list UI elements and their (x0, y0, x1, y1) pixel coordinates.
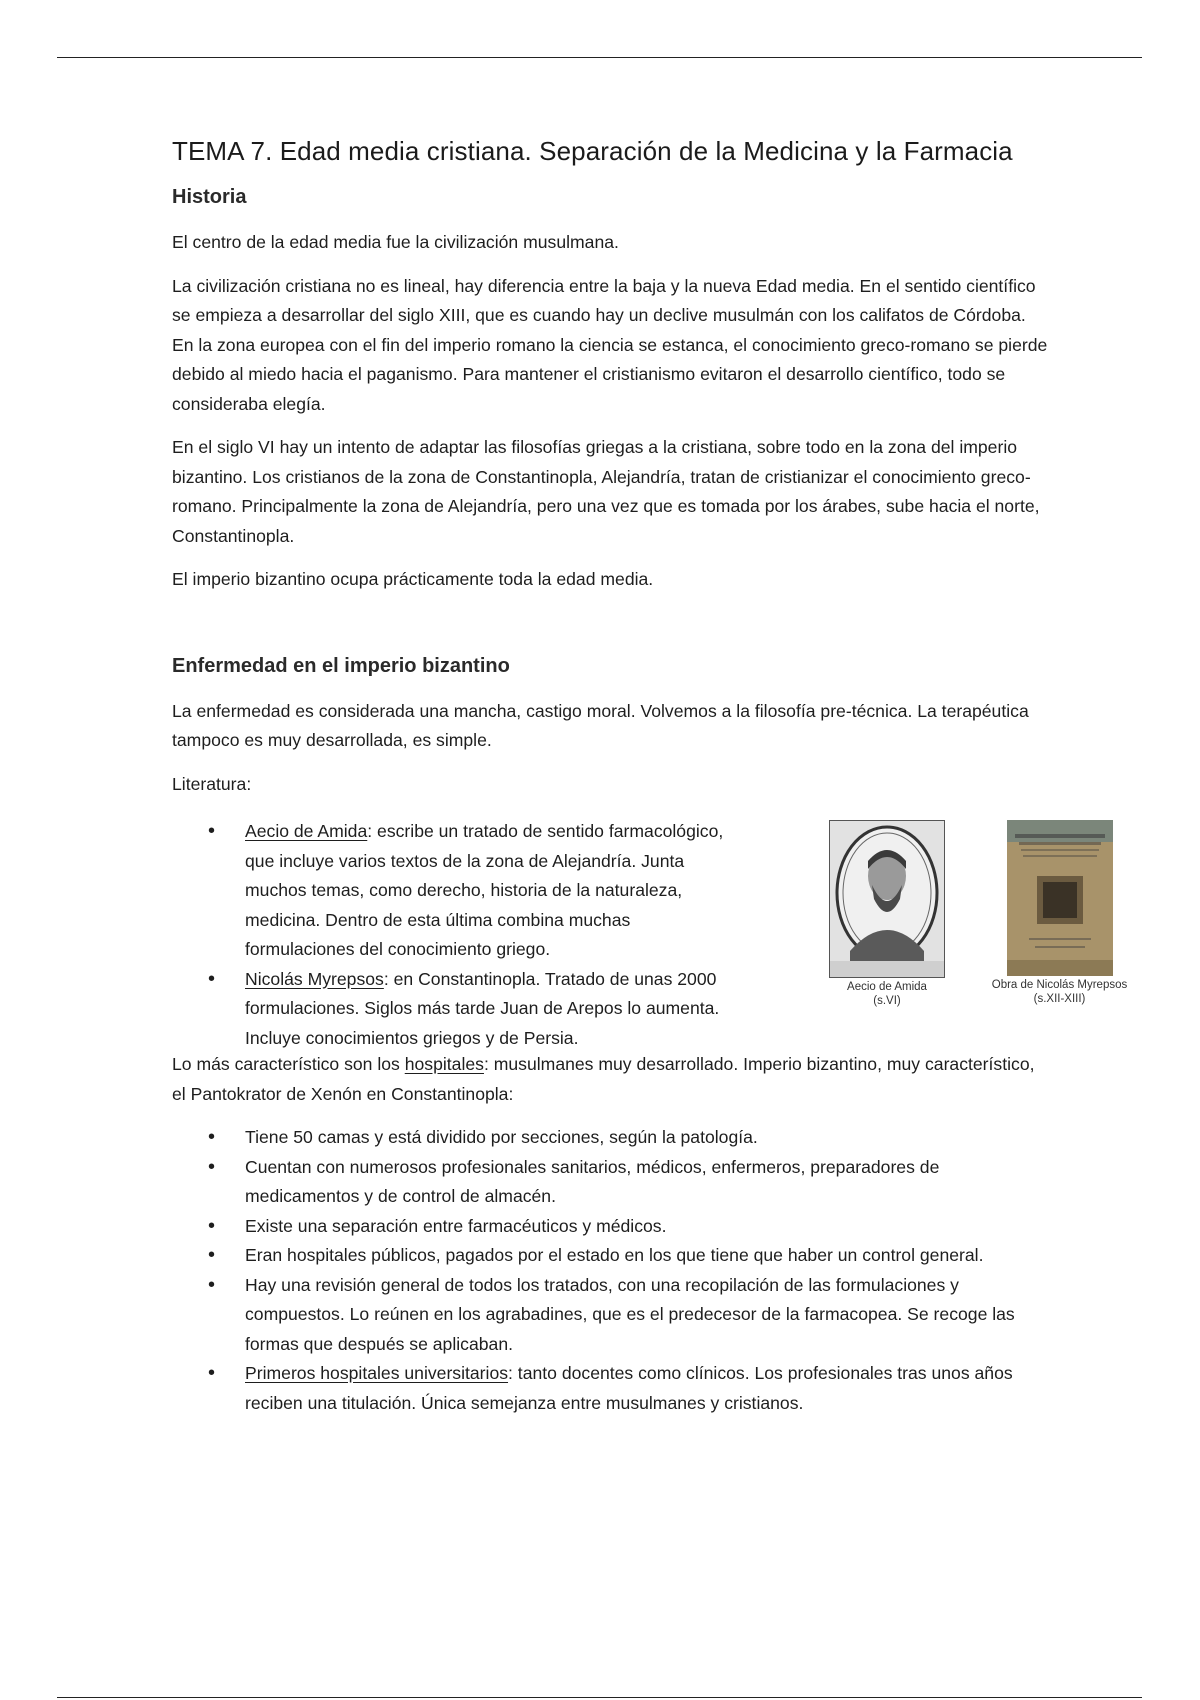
figure-caption: Aecio de Amida (s.VI) (847, 981, 927, 1007)
hospitals-paragraph: Lo más característico son los hospitales: musulmanes muy desarrollado. Imperio bizantino, muy característico, el Pantokrator de Xenón en Constantinopla: (172, 1054, 1035, 1104)
hospitales-link: hospitales (404, 1054, 484, 1074)
hospital-list (172, 1123, 1052, 1418)
list-item-text: : en Constantinopla. Tratado de unas 2000 formulaciones. Siglos más tarde Juan de Arepos lo aumenta. Incluye conocimientos griegos y de Persia. (245, 968, 720, 1048)
section-heading-enfermedad: Enfermedad en el imperio bizantino (172, 654, 510, 677)
paragraph: La civilización cristiana no es lineal, hay diferencia entre la baja y la nueva Edad media. En el sentido científico se empieza a desarrollar del siglo XIII, que es cuando hay un declive musulmán con los califatos de Córdoba. En la zona europea con el fin del imperio romano la ciencia se estanca, el conocimiento greco-romano se pierde debido al miedo hacia el paganismo. Para mantener el cristianismo evitaron el desarrollo científico, todo se consideraba elegía. (172, 275, 1048, 414)
page-content (172, 136, 1128, 1418)
author-link-aecio: Aecio de Amida (245, 821, 368, 841)
literature-list (172, 813, 732, 1053)
book-image (1007, 820, 1113, 976)
list-item: • Eran hospitales públicos, pagados por el estado en los que tiene que haber un control general. (172, 1241, 1052, 1271)
figure-myrepsos (972, 820, 1147, 1006)
page-title: TEMA 7. Edad media cristiana. Separación de la Medicina y la Farmacia (172, 136, 1013, 166)
list-item (172, 817, 732, 965)
author-link-nicolas: Nicolás Myrepsos (245, 968, 384, 989)
list-item: • Existe una separación entre farmacéuticos y médicos. (172, 1212, 1052, 1242)
bottom-rule (57, 1697, 1142, 1698)
paragraph: En el siglo VI hay un intento de adaptar las filosofías griegas a la cristiana, sobre todo en la zona del imperio bizantino. Los cristianos de la zona de Constantinopla, Alejandría, tratan de cristianizar el conocimiento greco-romano. Principalmente la zona de Alejandría, pero una vez que es tomada por los árabes, sube hacia el norte, Constantinopla. (172, 437, 1040, 546)
paragraph: El imperio bizantino ocupa prácticamente toda la edad media. (172, 569, 654, 589)
literature-block (172, 813, 1128, 1050)
figure-aecio (812, 820, 962, 1008)
section-heading-historia: Historia (172, 186, 247, 208)
top-rule (57, 57, 1142, 58)
paragraph: La enfermedad es considerada una mancha, castigo moral. Volvemos a la filosofía pre-técnica. La terapéutica tampoco es muy desarrollada, es simple. (172, 700, 1029, 750)
figure-caption: Obra de Nicolás Myrepsos (s.XII-XIII) (991, 979, 1128, 1005)
list-item: • Tiene 50 camas y está dividido por secciones, según la patología. (172, 1123, 1052, 1153)
list-item (172, 965, 732, 1054)
literatura-label: Literatura: (172, 773, 252, 794)
paragraph: El centro de la edad media fue la civilización musulmana. (172, 232, 619, 252)
list-item: • Cuentan con numerosos profesionales sanitarios, médicos, enfermeros, preparadores de medicamentos y de control de almacén. (172, 1153, 1052, 1212)
portrait-image (829, 820, 945, 978)
list-item: • Primeros hospitales universitarios: tanto docentes como clínicos. Los profesionales tras unos años reciben una titulación. Única semejanza entre musulmanes y cristianos. (172, 1359, 1052, 1418)
universitarios-link: Primeros hospitales universitarios (245, 1363, 509, 1383)
list-item-text: : escribe un tratado de sentido farmacológico, que incluye varios textos de la zona de Alejandría. Junta muchos temas, como derecho, historia de la naturaleza, medicina. Dentro de esta última combina muchas formulaciones del conocimiento griego. (245, 821, 724, 959)
list-item: • Hay una revisión general de todos los tratados, con una recopilación de las formulaciones y compuestos. Lo reúnen en los agrabadines, que es el predecesor de la farmacopea. Se recoge las formas que después se aplicaban. (172, 1271, 1052, 1360)
